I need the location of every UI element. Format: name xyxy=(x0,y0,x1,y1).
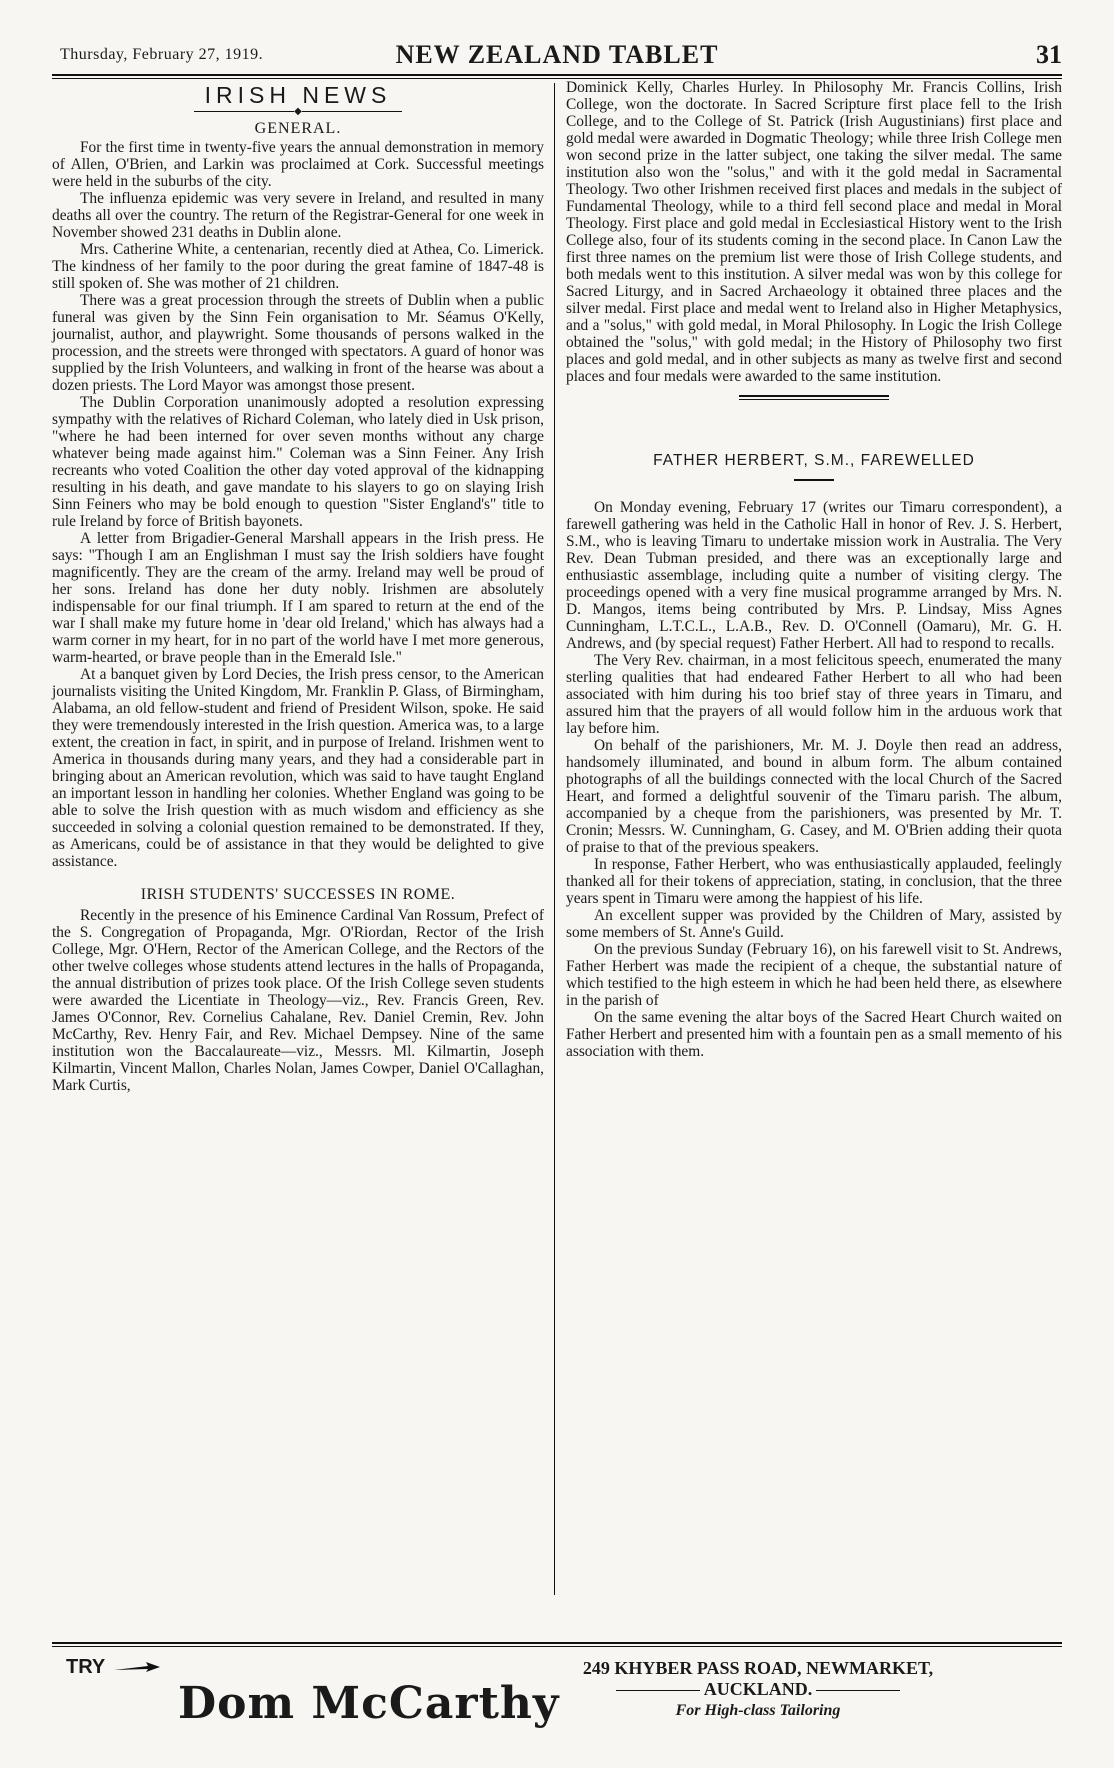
farewell-paragraph: On the same evening the altar boys of the Sacred Heart Church waited on Father Herbert and presented him with a fountain pen as a small memento of his association with them. xyxy=(566,1009,1062,1060)
farewell-paragraph: An excellent supper was provided by the Children of Mary, assisted by some members of St. Anne's Guild. xyxy=(566,907,1062,941)
ad-address: 249 KHYBER PASS ROAD, NEWMARKET, xyxy=(582,1658,934,1678)
page-number: 31 xyxy=(1036,40,1062,69)
masthead xyxy=(52,36,1062,72)
ad-address-block xyxy=(548,1658,968,1721)
students-paragraph: Recently in the presence of his Eminence Cardinal Van Rossum, Prefect of the S. Congregation of Propaganda, Mgr. O'Riordan, Rector of the Irish College, Mgr. O'Hern, Rector of the American College, and the Rectors of the other twelve colleges whose students attend lectures in the halls of Propaganda, the annual distribution of prizes took place. Of the Irish College seven students were awarded the Licentiate in Theology—viz., Rev. Francis Green, Rev. James O'Connor, Rev. Cornelius Cahalane, Rev. Daniel Cremin, Rev. John McCarthy, Rev. Henry Fair, and Rev. Michael Dempsey. Nine of the same institution won the Baccalaureate—viz., Messrs. Ml. Kilmartin, Joseph Kilmartin, Vincent Mallon, Charles Nolan, James Cowper, Daniel O'Callaghan, Mark Curtis, xyxy=(52,907,544,1094)
farewell-title: FATHER HERBERT, S.M., FAREWELLED xyxy=(653,452,975,469)
footer-rule xyxy=(52,1642,1062,1647)
title-ornament: ◆ xyxy=(52,106,544,118)
general-heading: GENERAL. xyxy=(254,120,342,137)
column-divider xyxy=(554,83,555,1595)
issue-date: Thursday, February 27, 1919. xyxy=(60,46,264,63)
ad-city: AUCKLAND. xyxy=(703,1679,813,1699)
farewell-paragraph: On behalf of the parishioners, Mr. M. J. Doyle then read an address, handsomely illuminated, and bound in album form. The album contained photographs of all the buildings connected with the local Church of the Sacred Heart, and formed a delightful souvenir of the Timaru parish. The album, accompanied by a cheque from the parishioners, was presented by Mr. T. Cronin; Messrs. W. Cunningham, G. Casey, and M. O'Brien adding their quota of praise to that of the previous speakers. xyxy=(566,737,1062,856)
right-column xyxy=(566,79,1062,1060)
news-paragraph: A letter from Brigadier-General Marshall appears in the Irish press. He says: "Though I am an Englishman I must say the Irish soldiers have fought magnificently. They are the cream of the army. Ireland may well be proud of her sons. Ireland has done her duty nobly. Irishmen are absolutely indispensable for our final triumph. If I am spared to return at the end of the war I shall make my future home in 'dear old Ireland,' which has always had a warm corner in my heart, for in no part of the world have I met more generous, warm-hearted, or brave people than in the Emerald Isle." xyxy=(52,530,544,666)
farewell-title-rule xyxy=(794,479,834,481)
students-paragraph-continued: Dominick Kelly, Charles Hurley. In Philosophy Mr. Francis Collins, Irish College, won the doctorate. In Sacred Scripture first place fell to the Irish College, and to the College of St. Patrick (Irish Augustinians) first place and gold medal were awarded in Dogmatic Theology; while three Irish College men won second prize in the latter subject, one taking the silver medal. The same institution also won the "solus," and with it the gold medal in Sacramental Theology. Two other Irishmen received first places and medals in the subject of Fundamental Theology, while to a third fell second place and medal in Moral Theology. First place and gold medal in Ecclesiastical History went to the Irish College also, four of its students coming in the second place. In Canon Law the first three names on the premium list were those of Irish College students, and both medals went to this institution. A silver medal was won by this college for Sacred Liturgy, and in Sacred Archaeology it obtained three places and the silver medal. First place and medal went to Ireland also in Higher Metaphysics, and a "solus," with gold medal, in Moral Philosophy. In Logic the Irish College obtained the "solus," with gold medal; in the History of Philosophy two first places and gold medal, and in other subjects as many as twelve first and second places and four medals were awarded to the same institution. xyxy=(566,79,1062,385)
tailor-advertisement xyxy=(52,1656,1062,1746)
newspaper-page xyxy=(52,36,1062,1736)
pointing-arrow-icon xyxy=(114,1660,160,1674)
farewell-paragraph: The Very Rev. chairman, in a most felicitous speech, enumerated the many sterling qualities that had endeared Father Herbert to all who had been associated with him during his too brief stay of three years in Timaru, and assured him that the prayers of all would follow him in the arduous work that lay before him. xyxy=(566,652,1062,737)
news-paragraph: The Dublin Corporation unanimously adopted a resolution expressing sympathy with the relatives of Richard Coleman, who lately died in Usk prison, "where he had been interned for over seven months without any charge whatever being made against him." Coleman was a Sinn Feiner. Any Irish recreants who voted Coalition the other day voted approval of the kidnapping resulting in his death, and gave mandate to his slayers to go on slaying Irish Sinn Feiners who may be bold enough to question "Sister England's" title to rule Ireland by force of British bayonets. xyxy=(52,394,544,530)
section-end-rule xyxy=(739,395,889,400)
columns xyxy=(52,79,1062,1609)
farewell-paragraph: On Monday evening, February 17 (writes our Timaru correspondent), a farewell gathering was held in the Catholic Hall in honor of Rev. J. S. Herbert, S.M., who is leaving Timaru to undertake mission work in Australia. The Very Rev. Dean Tubman presided, and there was an exceptionally large and enthusiastic assemblage, including quite a number of visiting clergy. The proceedings opened with a very fine musical programme arranged by Mrs. N. D. Mangos, items being contributed by Mrs. P. Lindsay, Miss Agnes Cunningham, L.T.C.L., L.A.B., Rev. D. O'Connell (Oamaru), Mr. G. H. Andrews, and (by special request) Father Herbert. All had to respond to recalls. xyxy=(566,499,1062,652)
irish-news-title: IRISH NEWS xyxy=(204,82,392,108)
news-paragraph: For the first time in twenty-five years the annual demonstration in memory of Allen, O'Brien, and Larkin was proclaimed at Cork. Successful meetings were held in the suburbs of the city. xyxy=(52,139,544,190)
news-paragraph: The influenza epidemic was very severe in Ireland, and resulted in many deaths all over the country. The return of the Registrar-General for one week in November showed 231 deaths in Dublin alone. xyxy=(52,190,544,241)
students-heading: IRISH STUDENTS' SUCCESSES IN ROME. xyxy=(140,886,456,903)
ad-tagline: For High-class Tailoring xyxy=(675,1702,841,1719)
farewell-paragraph: On the previous Sunday (February 16), on his farewell visit to St. Andrews, Father Herbert was made the recipient of a cheque, the substantial nature of which testified to the high esteem in which he had been held there, as elsewhere in the parish of xyxy=(566,941,1062,1009)
news-paragraph: Mrs. Catherine White, a centenarian, recently died at Athea, Co. Limerick. The kindness of her family to the poor during the great famine of 1847-48 is still spoken of. She was mother of 21 children. xyxy=(52,241,544,292)
ad-city-line xyxy=(548,1679,968,1700)
ad-try-label: TRY xyxy=(66,1656,106,1678)
left-column xyxy=(52,79,544,1094)
farewell-paragraph: In response, Father Herbert, who was enthusiastically applauded, feelingly thanked all for their tokens of appreciation, stating, in conclusion, that the three years spent in Timaru were among the happiest of his life. xyxy=(566,856,1062,907)
ad-tailor-name: Dom McCarthy xyxy=(178,1678,560,1729)
news-paragraph: At a banquet given by Lord Decies, the Irish press censor, to the American journalists visiting the United Kingdom, Mr. Franklin P. Glass, of Birmingham, Alabama, an old fellow-student and friend of President Wilson, spoke. He said they were tremendously interested in the Irish question. America was, to a large extent, the creation in fact, in spirit, and in purpose of Ireland. Irishmen went to America in thousands during many years, and they had a considerable part in bringing about an American revolution, which was said to have taught England an important lesson in handling her colonies. Whether England was going to be able to solve the Irish question with as much wisdom and efficiency as she succeeded in solving a colonial question remained to be demonstrated. If they, as Americans, could be of assistance in that they would be delighted to give assistance. xyxy=(52,666,544,870)
news-paragraph: There was a great procession through the streets of Dublin when a public funeral was given by the Sinn Fein organisation to Mr. Séamus O'Kelly, journalist, author, and playwright. Some thousands of persons walked in the procession, and the streets were thronged with spectators. A guard of honor was supplied by the Irish Volunteers, and walking in front of the hearse was about a dozen priests. The Lord Mayor was amongst those present. xyxy=(52,292,544,394)
newspaper-title: NEW ZEALAND TABLET xyxy=(395,40,719,69)
